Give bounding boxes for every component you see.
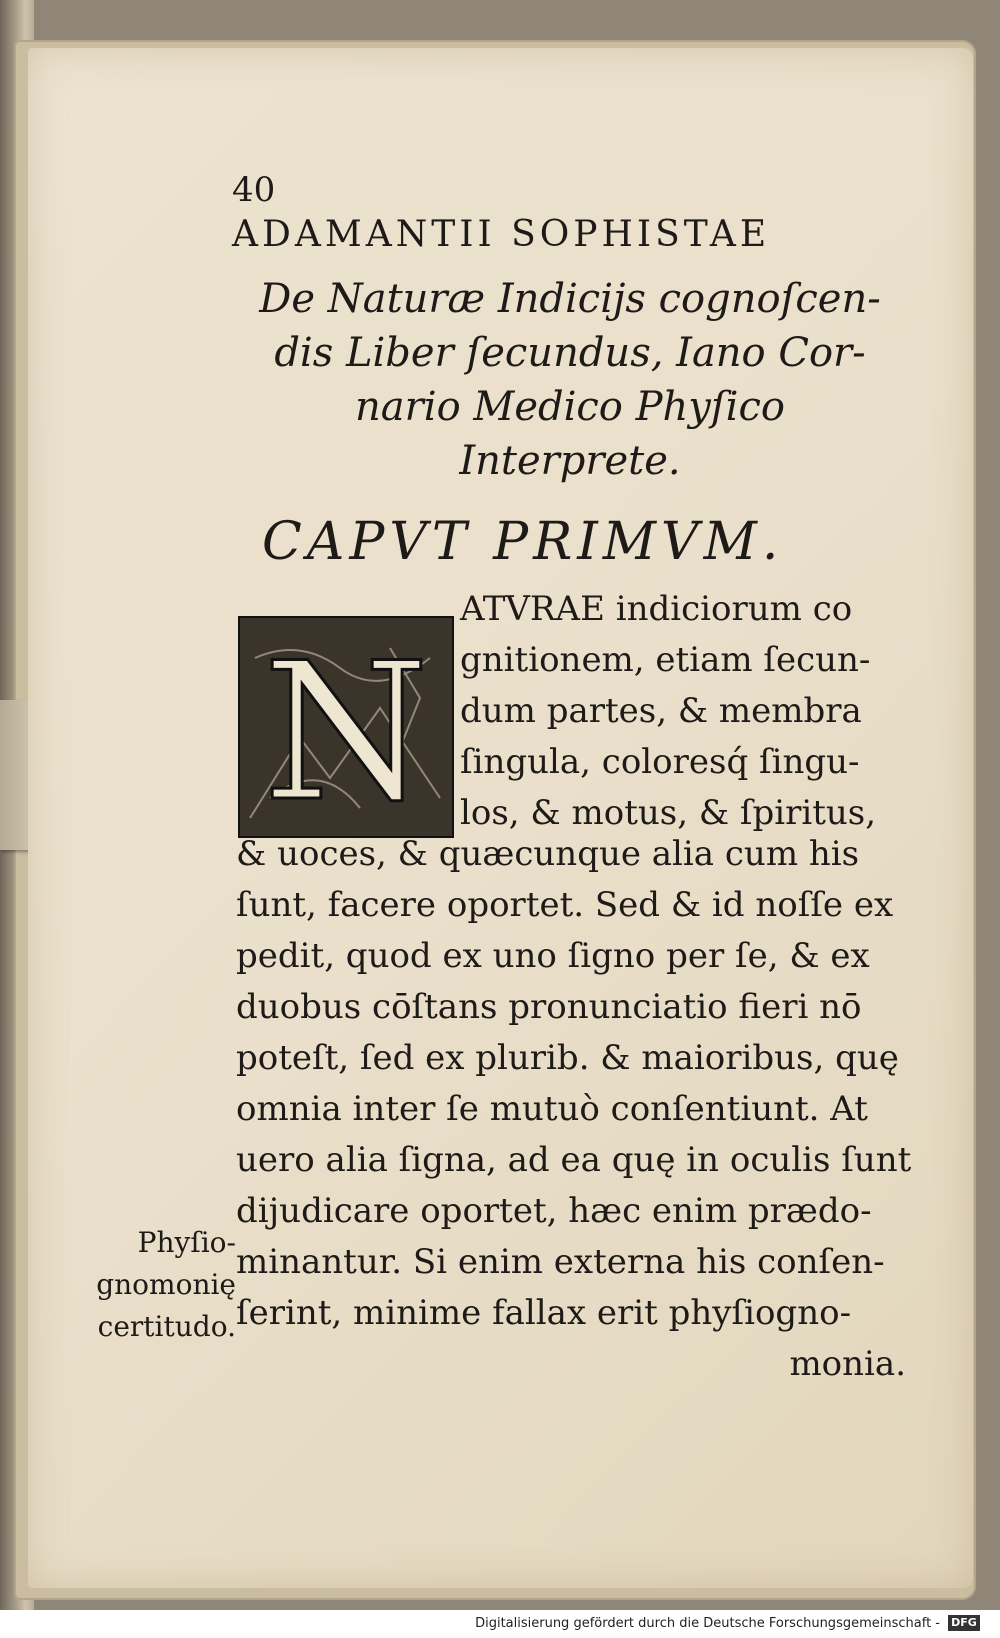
body-line: ſingula, coloresq́ ſingu- [460, 742, 860, 782]
body-line: minantur. Si enim externa his conſen- [236, 1242, 885, 1282]
title-line: De Naturæ Indicijs cognoſcen- [259, 276, 881, 322]
page-number: 40 [232, 170, 276, 210]
body-block-wrapped [460, 584, 1000, 839]
margin-note-line: certitudo. [97, 1310, 236, 1343]
page-heading: ADAMANTII SOPHISTAE [232, 214, 771, 255]
body-line: ATVRAE indiciorum co [460, 589, 853, 629]
body-line: omnia inter ſe mutuò conſentiunt. At [236, 1089, 868, 1129]
footer-bar [0, 1610, 1000, 1638]
initial-letter: N [262, 622, 430, 836]
footer-credit: Digitalisierung gefördert durch die Deutsche Forschungsgemeinschaft - [475, 1616, 940, 1631]
body-line: pedit, quod ex uno ſigno per ſe, & ex [236, 936, 870, 976]
decorated-initial [238, 616, 454, 838]
body-line: uero alia ſigna, ad ea quę in oculis ſunt [236, 1140, 912, 1180]
woodcut-initial-icon [240, 618, 452, 836]
body-line: poteſt, ſed ex plurib. & maioribus, quę [236, 1038, 899, 1078]
dfg-logo-icon: DFG [948, 1615, 980, 1631]
body-line: los, & motus, & ſpiritus, [460, 793, 877, 833]
body-line: dijudicare oportet, hæc enim prædo- [236, 1191, 872, 1231]
title-line: dis Liber ſecundus, Iano Cor- [274, 330, 866, 376]
chapter-heading: CAPVT PRIMVM. [262, 512, 784, 572]
body-line: ſunt, facere oportet. Sed & id noſſe ex [236, 885, 894, 925]
margin-note-line: gnomonię [96, 1268, 236, 1301]
title-line: nario Medico Phyſico [355, 384, 785, 430]
body-line: & uoces, & quæcunque alia cum his [236, 834, 860, 874]
title-block [200, 272, 940, 488]
body-line: monia. [789, 1344, 906, 1384]
title-line: Interprete. [459, 438, 681, 484]
body-line: duobus cōſtans pronunciatio fieri nō [236, 987, 862, 1027]
margin-note [66, 1222, 236, 1348]
body-block [236, 829, 926, 1390]
body-line: dum partes, & membra [460, 691, 862, 731]
body-line: gnitionem, etiam ſecun- [460, 640, 871, 680]
margin-note-line: Phyſio- [137, 1226, 236, 1259]
body-line: ſerint, minime fallax erit phyſiogno- [236, 1293, 852, 1333]
